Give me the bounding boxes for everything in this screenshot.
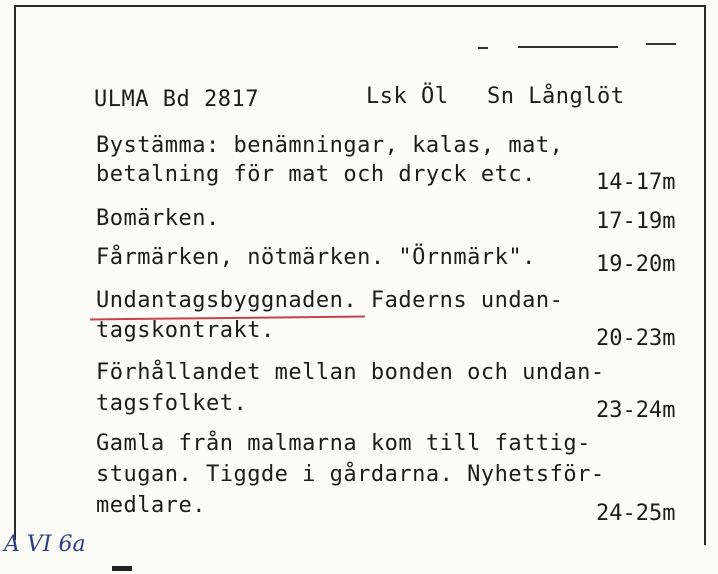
header-archive-ref: ULMA Bd 2817 <box>94 87 259 112</box>
dash-mark <box>646 43 676 45</box>
entry-line: medlare. <box>96 493 206 518</box>
card-right-edge <box>704 5 706 545</box>
entry-line: Gamla från malmarna kom till fattig- <box>96 431 591 456</box>
card-left-edge <box>14 5 16 540</box>
entry-line: tagskontrakt. <box>96 318 275 343</box>
edge-mark <box>112 566 132 571</box>
header-province: Lsk Öl <box>366 84 449 109</box>
entry-pages: 19-20m <box>596 252 676 277</box>
card-top-edge <box>14 5 704 7</box>
entry-pages: 23-24m <box>596 398 676 423</box>
entry-line: tagsfolket. <box>96 391 248 416</box>
entry-line: Bystämma: benämningar, kalas, mat, <box>96 133 564 158</box>
handwritten-note: A VI 6a <box>4 532 86 557</box>
entry-pages: 24-25m <box>596 501 676 526</box>
entry-line: Bomärken. <box>96 206 220 231</box>
entry-line: Undantagsbyggnaden. Faderns undan- <box>96 288 564 313</box>
entry-line: Fårmärken, nötmärken. "Örnmärk". <box>96 245 536 270</box>
header-parish: Sn Långlöt <box>487 84 625 109</box>
entry-line: betalning för mat och dryck etc. <box>96 162 536 187</box>
entry-line: stugan. Tiggde i gårdarna. Nyhetsför- <box>96 462 605 487</box>
entry-pages: 14-17m <box>596 170 676 195</box>
entry-line: Förhållandet mellan bonden och undan- <box>96 360 605 385</box>
dash-mark <box>478 47 488 49</box>
entry-pages: 20-23m <box>596 326 676 351</box>
dash-mark <box>518 46 618 48</box>
entry-pages: 17-19m <box>596 209 676 234</box>
